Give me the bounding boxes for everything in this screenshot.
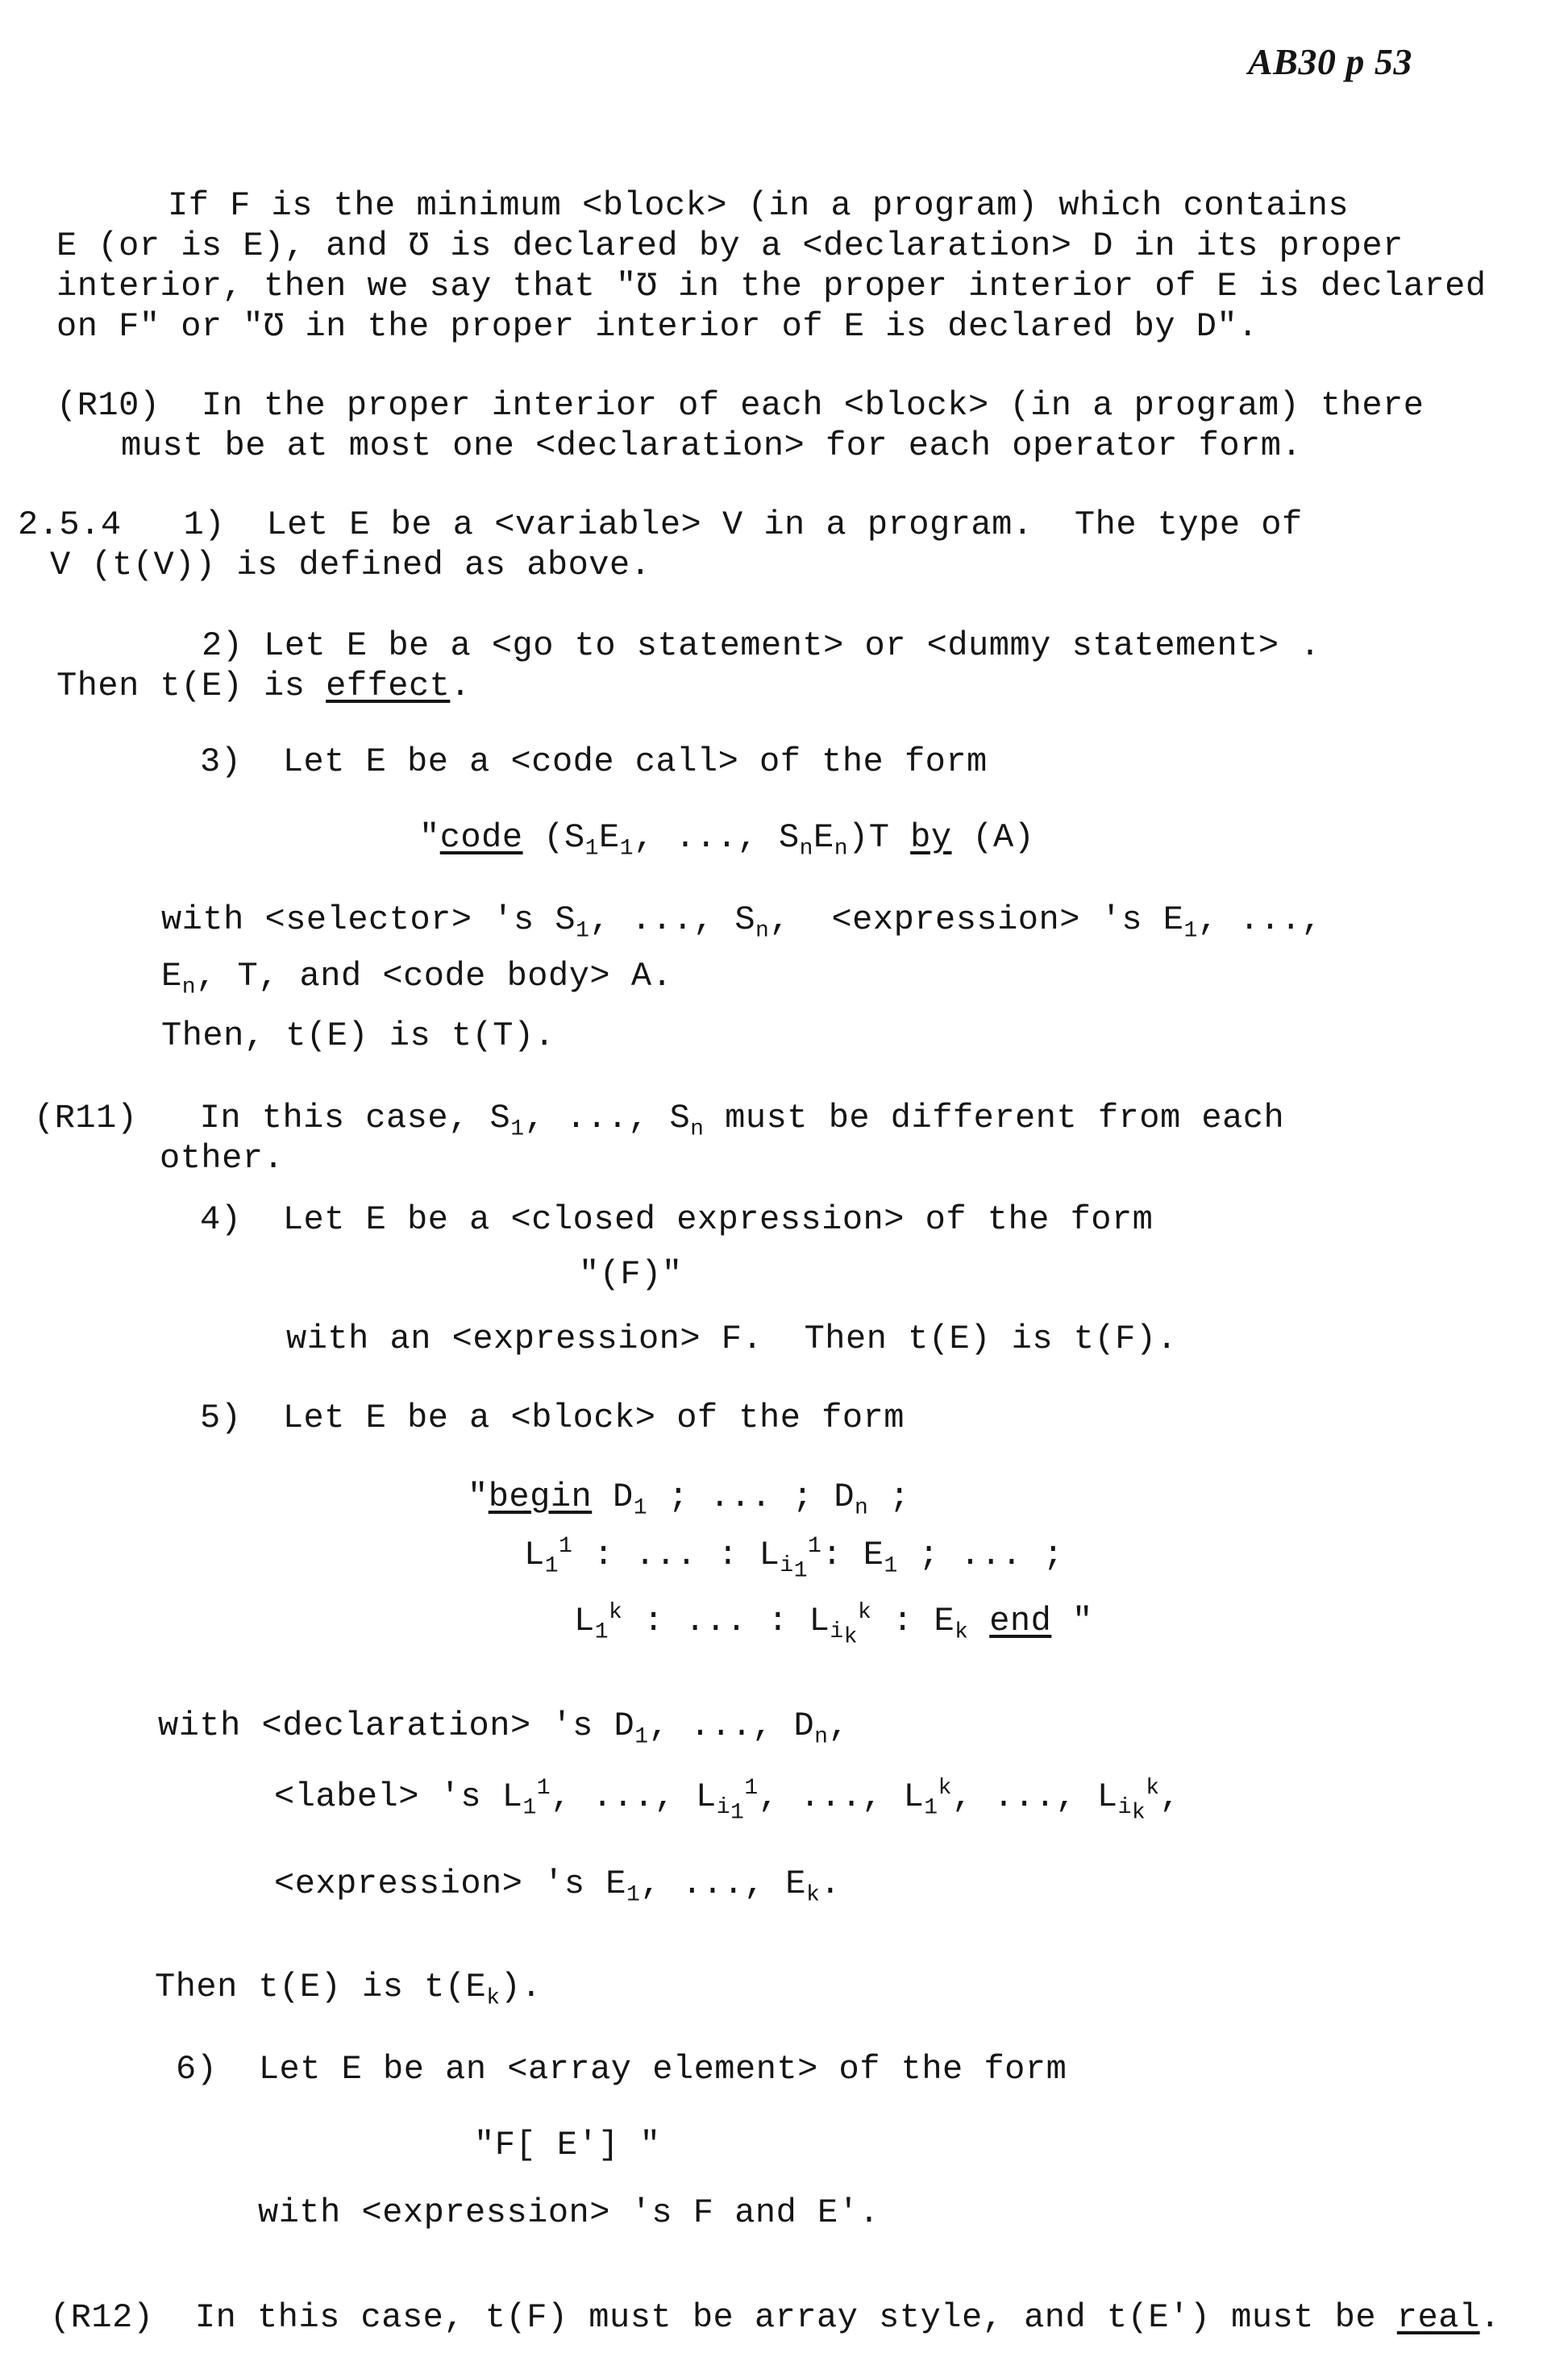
code-call-form: "code ($S_1E_1$, ..., $S_nE_n)T$ by (A) <box>419 818 1035 862</box>
item-6-line-1: 6) Let E be an <array element> of the form <box>176 2050 1067 2089</box>
r10-line-2: must be at most one <declaration> for each operator form. <box>121 426 1303 465</box>
item-2-line-1: 2) Let E be a <go to statement> or <dummy statement> . <box>202 626 1321 665</box>
intro-line-4: on F" or "Ʊ in the proper interior of E is declared by D". <box>56 307 1258 346</box>
intro-line-1: If F is the minimum <block> (in a program) which contains <box>168 186 1350 225</box>
item-6-form: "F[ E'] " <box>474 2126 661 2164</box>
item-2-line-2: Then t(E) is effect. <box>56 667 472 705</box>
r11-line-2: other. <box>160 1139 285 1178</box>
item-5-expression-line: <expression> 's $E_1$, ..., $E_k$. <box>274 1864 841 1908</box>
intro-line-2: E (or is E), and Ʊ is declared by a <declaration> D in its proper <box>56 227 1404 265</box>
r11-line-1: (R11) In this case, $S_1$, ..., $S_n$ must be different from each <box>34 1099 1285 1142</box>
item-6-with-line: with <expression> 's F and E'. <box>258 2193 880 2232</box>
item-4-with-line: with an <expression> F. Then t(E) is t(F). <box>286 1320 1178 1358</box>
item-5-label-line: <label> 's $L_1^1$, ..., $L_{i_1}^1$, ..., $L_1^k$, ..., $L_{i_k}^k$, <box>274 1776 1181 1826</box>
item-3-with-line: with <selector> 's $S_1$, ..., $S_n$, <expression> 's $E_1$, ..., <box>161 900 1322 944</box>
block-form-line-2: $L_1^1$ : ... : $L_{i_1}^1$: $E_1$ ; ... ; <box>524 1534 1064 1584</box>
item-5-then-line: Then t(E) is $t(E_k)$. <box>155 1968 542 2011</box>
r12-line: (R12) In this case, t(F) must be array style, and t(E') must be real. <box>50 2298 1501 2337</box>
page-header: AB30 p 53 <box>1248 41 1412 82</box>
section-2-5-4-line-2: V (t(V)) is defined as above. <box>50 546 651 584</box>
section-2-5-4-line-1: 2.5.4 1) Let E be a <variable> V in a program. The type of <box>18 505 1303 544</box>
item-3-en-line: $E_n$, T, and <code body> A. <box>161 957 673 1000</box>
intro-line-3: interior, then we say that "Ʊ in the proper interior of E is declared <box>56 267 1487 306</box>
item-5-line-1: 5) Let E be a <block> of the form <box>200 1399 905 1437</box>
item-3-line-1: 3) Let E be a <code call> of the form <box>200 742 988 781</box>
item-4-line-1: 4) Let E be a <closed expression> of the form <box>200 1200 1154 1239</box>
block-form-line-3: $L_1^k$ : ... : $L_{i_k}^k$ : $E_k$ end " <box>574 1600 1093 1650</box>
r10-line-1: (R10) In the proper interior of each <block> (in a program) there <box>56 386 1425 425</box>
item-5-with-line: with <declaration> 's $D_1$, ..., $D_n$, <box>158 1706 850 1750</box>
block-form-line-1: "begin $D_1$ ; ... ; $D_n$ ; <box>468 1478 910 1521</box>
item-3-then-line: Then, t(E) is t(T). <box>161 1016 555 1055</box>
item-4-form: "(F)" <box>579 1255 683 1294</box>
